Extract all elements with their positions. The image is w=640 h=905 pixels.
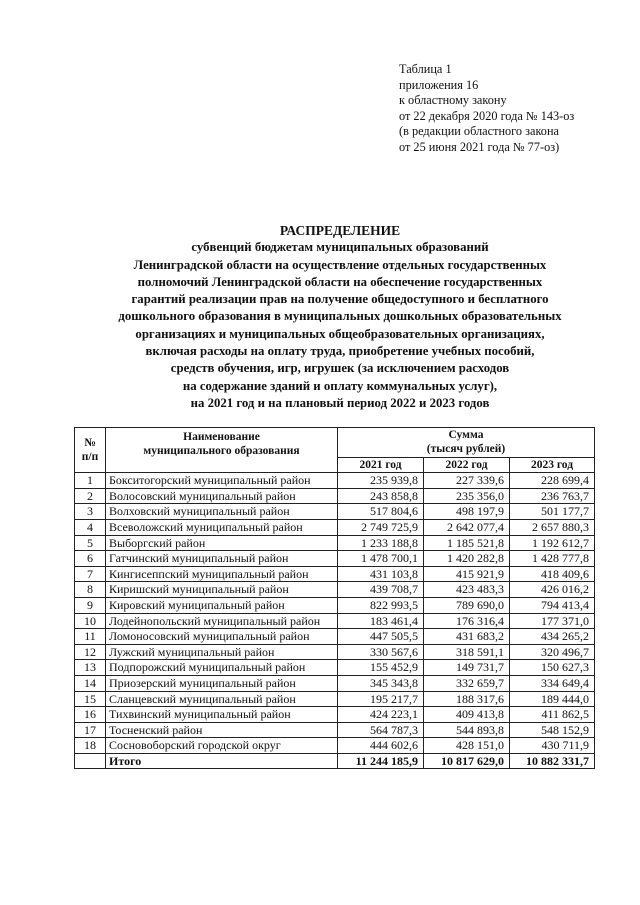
row-number: 10	[75, 613, 106, 629]
table-row	[75, 660, 595, 676]
total-number-cell	[75, 753, 106, 769]
total-2022: 10 817 629,0	[424, 753, 510, 769]
header-municipality	[106, 428, 338, 473]
municipality-name: Выборгский район	[106, 535, 338, 551]
title-line: средств обучения, игр, игрушек (за исключением расходов	[170, 361, 510, 376]
total-label: Итого	[106, 753, 338, 769]
municipality-name: Подпорожский муниципальный район	[106, 660, 338, 676]
value-2022: 227 339,6	[424, 473, 510, 489]
total-2023: 10 882 331,7	[510, 753, 595, 769]
value-2023: 430 711,9	[510, 738, 595, 754]
table-row	[75, 488, 595, 504]
value-2023: 418 409,6	[510, 566, 595, 582]
row-number: 16	[75, 707, 106, 723]
value-2021: 183 461,4	[338, 613, 424, 629]
municipality-name: Приозерский муниципальный район	[106, 675, 338, 691]
value-2022: 1 185 521,8	[424, 535, 510, 551]
value-2021: 447 505,5	[338, 629, 424, 645]
value-2023: 228 699,4	[510, 473, 595, 489]
row-number: 3	[75, 504, 106, 520]
table-row	[75, 473, 595, 489]
value-2021: 2 749 725,9	[338, 519, 424, 535]
appendix-line: приложения 16	[399, 77, 479, 92]
value-2021: 1 478 700,1	[338, 551, 424, 567]
municipality-name: Лужский муниципальный район	[106, 644, 338, 660]
header-number-line2: п/п	[81, 451, 99, 464]
document-title	[60, 222, 620, 412]
value-2023: 236 763,7	[510, 488, 595, 504]
total-row	[75, 753, 595, 769]
header-year-2021: 2021 год	[338, 457, 424, 473]
row-number: 18	[75, 738, 106, 754]
municipality-name: Бокситогорский муниципальный район	[106, 473, 338, 489]
appendix-reference	[399, 62, 619, 155]
table-row	[75, 629, 595, 645]
table-body	[75, 473, 595, 769]
title-line: организациях и муниципальных общеобразовательных организациях,	[135, 326, 545, 341]
value-2021: 564 787,3	[338, 722, 424, 738]
value-2021: 822 993,5	[338, 597, 424, 613]
appendix-line: от 25 июня 2021 года № 77-оз)	[399, 139, 560, 154]
table-row	[75, 504, 595, 520]
value-2021: 439 708,7	[338, 582, 424, 598]
header-number	[75, 428, 106, 473]
value-2023: 334 649,4	[510, 675, 595, 691]
table-row	[75, 519, 595, 535]
value-2021: 431 103,8	[338, 566, 424, 582]
value-2021: 517 804,6	[338, 504, 424, 520]
table-row	[75, 675, 595, 691]
table-row	[75, 691, 595, 707]
value-2022: 789 690,0	[424, 597, 510, 613]
header-sum: Сумма	[338, 428, 595, 443]
row-number: 5	[75, 535, 106, 551]
title-line: Ленинградской области на осуществление отдельных государственных	[133, 257, 547, 272]
value-2022: 409 413,8	[424, 707, 510, 723]
value-2023: 794 413,4	[510, 597, 595, 613]
value-2022: 188 317,6	[424, 691, 510, 707]
table-row	[75, 644, 595, 660]
value-2022: 544 893,8	[424, 722, 510, 738]
row-number: 13	[75, 660, 106, 676]
value-2022: 332 659,7	[424, 675, 510, 691]
municipality-name: Сосновоборский городской округ	[106, 738, 338, 754]
row-number: 11	[75, 629, 106, 645]
title-line: включая расходы на оплату труда, приобретение учебных пособий,	[145, 344, 535, 359]
table-row	[75, 707, 595, 723]
value-2023: 177 371,0	[510, 613, 595, 629]
header-year-2023: 2023 год	[510, 457, 595, 473]
table-row	[75, 722, 595, 738]
value-2021: 195 217,7	[338, 691, 424, 707]
value-2021: 235 939,8	[338, 473, 424, 489]
value-2022: 431 683,2	[424, 629, 510, 645]
value-2022: 176 316,4	[424, 613, 510, 629]
value-2023: 501 177,7	[510, 504, 595, 520]
value-2021: 444 602,6	[338, 738, 424, 754]
value-2023: 150 627,3	[510, 660, 595, 676]
appendix-line: Таблица 1	[399, 62, 452, 76]
municipality-name: Гатчинский муниципальный район	[106, 551, 338, 567]
municipality-name: Тихвинский муниципальный район	[106, 707, 338, 723]
title-line: на содержание зданий и оплату коммунальных услуг),	[182, 378, 498, 393]
header-unit: (тысяч рублей)	[338, 442, 595, 457]
title-line: субвенций бюджетам муниципальных образований	[191, 240, 489, 255]
value-2021: 1 233 188,8	[338, 535, 424, 551]
title-line: полномочий Ленинградской области на обеспечение государственных	[137, 274, 543, 289]
header-number-line1: №	[84, 437, 96, 450]
table-row	[75, 535, 595, 551]
municipality-name: Тосненский район	[106, 722, 338, 738]
municipality-name: Ломоносовский муниципальный район	[106, 629, 338, 645]
appendix-line: к областному закону	[399, 93, 507, 107]
header-year-2022: 2022 год	[424, 457, 510, 473]
total-2021: 11 244 185,9	[338, 753, 424, 769]
table-row	[75, 738, 595, 754]
municipality-name: Всеволожский муниципальный район	[106, 519, 338, 535]
table-row	[75, 551, 595, 567]
title-line: гарантий реализации прав на получение общедоступного и бесплатного	[131, 292, 549, 307]
title-line: дошкольного образования в муниципальных дошкольных образовательных	[118, 309, 562, 324]
municipality-name: Лодейнопольский муниципальный район	[106, 613, 338, 629]
row-number: 8	[75, 582, 106, 598]
row-number: 6	[75, 551, 106, 567]
row-number: 9	[75, 597, 106, 613]
table-row	[75, 597, 595, 613]
appendix-line: от 22 декабря 2020 года № 143-оз	[399, 108, 575, 123]
row-number: 15	[75, 691, 106, 707]
header-municipality-line1: Наименование	[183, 431, 260, 443]
appendix-line: (в редакции областного закона	[399, 124, 559, 138]
row-number: 14	[75, 675, 106, 691]
row-number: 7	[75, 566, 106, 582]
value-2023: 426 016,2	[510, 582, 595, 598]
municipality-name: Киришский муниципальный район	[106, 582, 338, 598]
value-2022: 415 921,9	[424, 566, 510, 582]
row-number: 1	[75, 473, 106, 489]
value-2022: 2 642 077,4	[424, 519, 510, 535]
value-2021: 345 343,8	[338, 675, 424, 691]
title-line: на 2021 год и на плановый период 2022 и 2023 годов	[190, 395, 490, 410]
value-2023: 411 862,5	[510, 707, 595, 723]
table-header-row	[75, 428, 595, 443]
municipality-name: Кингисеппский муниципальный район	[106, 566, 338, 582]
value-2023: 2 657 880,3	[510, 519, 595, 535]
value-2022: 235 356,0	[424, 488, 510, 504]
municipality-name: Волосовский муниципальный район	[106, 488, 338, 504]
value-2023: 189 444,0	[510, 691, 595, 707]
municipality-name: Кировский муниципальный район	[106, 597, 338, 613]
value-2023: 320 496,7	[510, 644, 595, 660]
row-number: 12	[75, 644, 106, 660]
value-2021: 424 223,1	[338, 707, 424, 723]
row-number: 2	[75, 488, 106, 504]
value-2021: 330 567,6	[338, 644, 424, 660]
municipality-name: Сланцевский муниципальный район	[106, 691, 338, 707]
value-2023: 1 428 777,8	[510, 551, 595, 567]
value-2021: 243 858,8	[338, 488, 424, 504]
value-2023: 1 192 612,7	[510, 535, 595, 551]
title-line: РАСПРЕДЕЛЕНИЕ	[279, 223, 401, 238]
distribution-table	[74, 427, 595, 769]
value-2022: 1 420 282,8	[424, 551, 510, 567]
row-number: 17	[75, 722, 106, 738]
value-2022: 498 197,9	[424, 504, 510, 520]
value-2023: 434 265,2	[510, 629, 595, 645]
header-municipality-line2: муниципального образования	[143, 445, 300, 457]
row-number: 4	[75, 519, 106, 535]
table-row	[75, 566, 595, 582]
municipality-name: Волховский муниципальный район	[106, 504, 338, 520]
table-row	[75, 582, 595, 598]
value-2022: 428 151,0	[424, 738, 510, 754]
value-2022: 149 731,7	[424, 660, 510, 676]
value-2023: 548 152,9	[510, 722, 595, 738]
value-2022: 423 483,3	[424, 582, 510, 598]
value-2022: 318 591,1	[424, 644, 510, 660]
value-2021: 155 452,9	[338, 660, 424, 676]
table-row	[75, 613, 595, 629]
